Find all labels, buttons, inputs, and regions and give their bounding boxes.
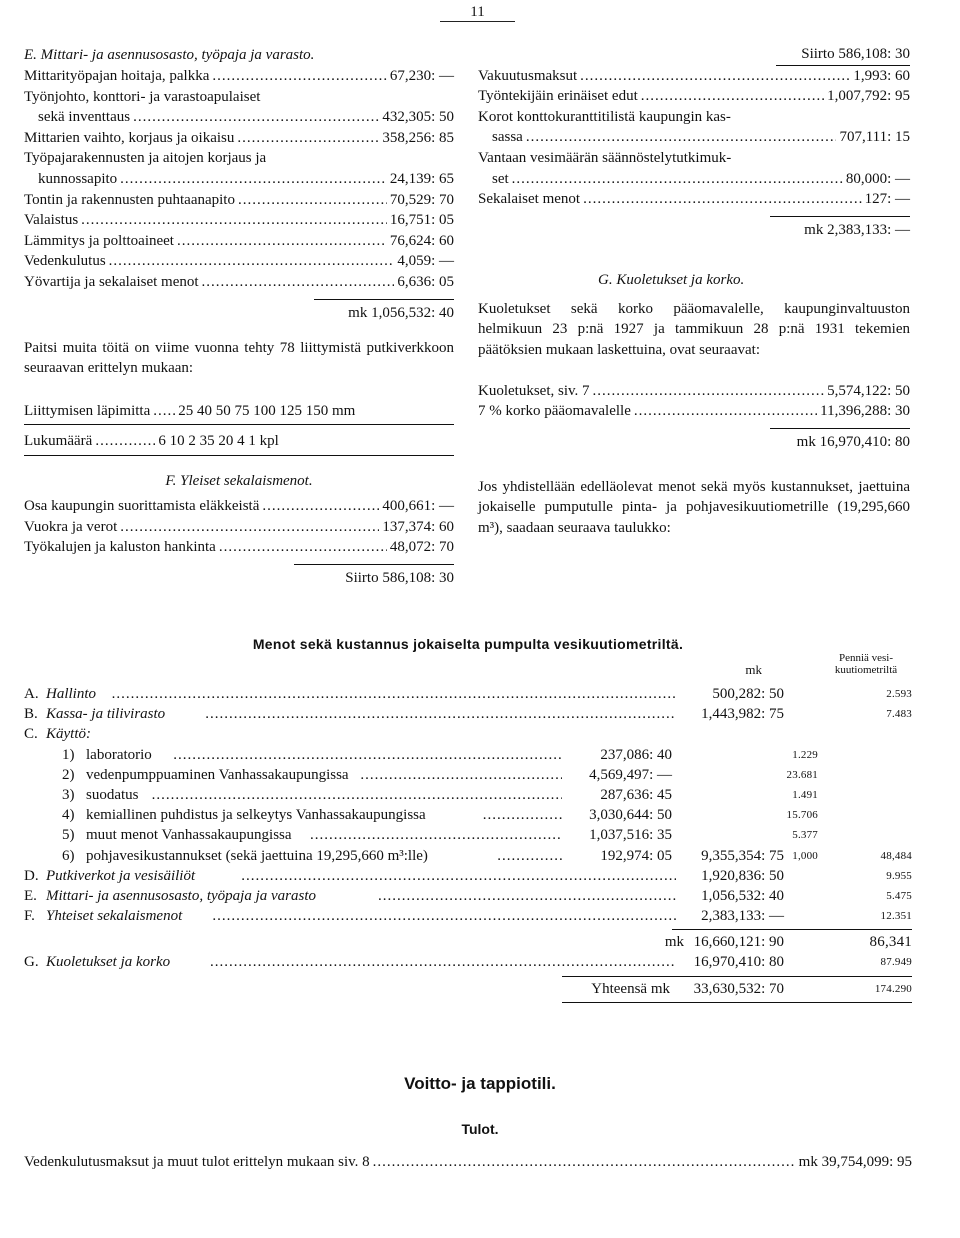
- section-e-items: [24, 66, 454, 293]
- income-line-label: Vedenkulutusmaksut ja muut tulot erittelyn mukaan siv. 8: [24, 1154, 370, 1170]
- left-siirto-value: Siirto 586,108: 30: [294, 564, 454, 589]
- f-item-2: [24, 537, 454, 558]
- g-item-0-value: 5,574,122: 50: [827, 382, 910, 399]
- total-value: 33,630,532: 70: [693, 980, 784, 997]
- page-number-rule: [440, 21, 515, 22]
- e-item-10: [24, 272, 454, 293]
- e-item-0-value: 67,230: —: [389, 68, 454, 84]
- table-row: [24, 906, 912, 926]
- f-item-1-value: 137,374: 60: [382, 518, 454, 535]
- row-c2-pennia: 23.681: [786, 768, 818, 781]
- row-f-amount: 2,383,133: —: [701, 908, 784, 925]
- row-b-text: Kassa- ja tilivirasto: [46, 706, 166, 723]
- table-row: [24, 765, 912, 785]
- row-c6-amount: 192,974: 05: [600, 847, 672, 864]
- row-d-letter: D.: [24, 867, 39, 884]
- r-item-3: [478, 127, 910, 148]
- row-d-amount: 1,920,836: 50: [701, 867, 784, 884]
- r-item-4-label: Vantaan vesimäärän säännöstelytutkimuk-: [478, 149, 732, 166]
- row-c5-pennia: 5.377: [792, 829, 818, 842]
- right-column: [478, 44, 910, 539]
- row-c6-text: pohjavesikustannukset (sekä jaettuina 19,295,660 m³:lle): [86, 847, 428, 864]
- total-row: [24, 979, 912, 999]
- conn-diameter-values: 25 40 50 75 100 125 150 mm: [178, 402, 356, 419]
- e-item-10-value: 6,636: 05: [397, 273, 454, 290]
- section-f-heading: F. Yleiset sekalaismenot.: [165, 472, 313, 489]
- income-line: [24, 1152, 912, 1173]
- row-a-text: Hallinto: [46, 686, 97, 702]
- r-item-6: [478, 189, 910, 210]
- r-item-4: [478, 148, 910, 169]
- e-item-6-value: 70,529: 70: [389, 191, 454, 208]
- income-subtitle: Tulot.: [461, 1121, 499, 1137]
- conn-count-label: Lukumäärä: [24, 433, 93, 450]
- right-items: [478, 66, 910, 210]
- row-c5-text: muut menot Vanhassakaupungissa: [86, 827, 292, 844]
- g-item-1-label: 7 % korko pääomavalelle: [478, 403, 631, 420]
- e-item-6: [24, 190, 454, 211]
- row-c2-num: 2): [62, 766, 75, 783]
- row-a-pennia: 2.593: [886, 688, 912, 700]
- col-mk-header: mk: [745, 662, 762, 677]
- e-item-4-label: Työpajarakennusten ja aitojen korjaus ja: [24, 150, 267, 167]
- right-total-value: mk 2,383,133: —: [770, 216, 910, 241]
- f-item-0: [24, 496, 454, 517]
- row-c4-text: kemiallinen puhdistus ja selkeytys Vanhassakaupungissa: [86, 807, 426, 824]
- table-row: [24, 785, 912, 805]
- f-item-0-label: Osa kaupungin suorittamista eläkkeistä: [24, 497, 260, 514]
- r-item-2-label: Korot konttokuranttitilistä kaupungin kas-: [478, 108, 731, 125]
- table-row: [24, 866, 912, 886]
- g-item-1: [478, 401, 910, 422]
- e-item-4: [24, 148, 454, 169]
- r-item-2: [478, 107, 910, 128]
- section-g-total-value: mk 16,970,410: 80: [770, 428, 910, 453]
- e-item-3-label: Mittarien vaihto, korjaus ja oikaisu: [24, 129, 235, 146]
- row-c3-pennia: 1.491: [792, 788, 818, 801]
- r-item-6-value: 127: —: [864, 191, 910, 208]
- section-f-items: [24, 496, 454, 558]
- row-a-letter: A.: [24, 686, 39, 702]
- section-g-heading: G. Kuoletukset ja korko.: [598, 271, 745, 288]
- connections-paragraph: Paitsi muita töitä on viime vuonna tehty 78 liittymistä putkiverkkoon seuraavan erittelyn mukaan:: [24, 339, 454, 377]
- connections-table: [24, 401, 454, 456]
- table-row: [24, 886, 912, 906]
- row-c1-text: laboratorio: [86, 746, 152, 763]
- section-g-paragraph: Kuoletukset sekä korko pääomavalelle, kaupunginvaltuuston helmikuun 23 p:nä 1927 ja tammikuun 28 p:nä 1931 tekemien päätöksien mukaan laskettuina, ovat seuraavat:: [478, 300, 910, 358]
- r-item-0-label: Vakuutusmaksut: [478, 67, 578, 84]
- row-c2-text: vedenpumppuaminen Vanhassakaupungissa: [86, 766, 349, 783]
- g-row-value: 16,970,410: 80: [693, 954, 784, 971]
- profit-loss-title: Voitto- ja tappiotili.: [404, 1074, 556, 1093]
- row-c4-num: 4): [62, 807, 75, 824]
- e-item-3-value: 358,256: 85: [382, 129, 454, 146]
- row-b-amount: 1,443,982: 75: [701, 706, 784, 723]
- g-row-pennia: 87.949: [880, 956, 912, 969]
- g-row: [24, 952, 912, 972]
- row-b-letter: B.: [24, 706, 38, 723]
- e-item-7-label: Valaistus: [24, 212, 79, 229]
- row-c3-amount: 287,636: 45: [600, 786, 672, 803]
- table-row: [24, 724, 912, 744]
- table-row: [24, 846, 912, 866]
- cost-table: [24, 636, 912, 999]
- row-c3-num: 3): [62, 786, 75, 803]
- subtotal-row: [24, 932, 912, 952]
- e-item-1: [24, 87, 454, 108]
- conn-diameter-label: Liittymisen läpimitta: [24, 402, 151, 419]
- row-d-text: Putkiverkot ja vesisäiliöt: [46, 867, 196, 884]
- section-g-items: [478, 381, 910, 422]
- row-e-text: Mittari- ja asennusosasto, työpaja ja varasto: [46, 887, 316, 904]
- r-item-5-value: 80,000: —: [845, 170, 910, 187]
- row-c5-num: 5): [62, 827, 75, 844]
- f-item-2-label: Työkalujen ja kaluston hankinta: [24, 539, 216, 556]
- row-b-pennia: 7.483: [886, 708, 912, 721]
- r-item-5-label: set: [492, 170, 509, 187]
- f-item-1-label: Vuokra ja verot: [24, 518, 118, 535]
- row-c6-num: 6): [62, 847, 75, 864]
- row-c4-pennia: 15.706: [786, 809, 818, 822]
- e-item-8: [24, 231, 454, 252]
- table-row: [24, 805, 912, 825]
- r-item-6-label: Sekalaiset menot: [478, 191, 581, 208]
- g-item-1-value: 11,396,288: 30: [820, 403, 910, 420]
- e-item-9-value: 4,059: —: [397, 253, 454, 270]
- r-item-1-value: 1,007,792: 95: [827, 88, 910, 105]
- f-item-0-value: 400,661: —: [382, 497, 454, 514]
- subtotal-value: 16,660,121: 90: [693, 934, 784, 951]
- conn-count-values: 6 10 2 35 20 4 1 kpl: [158, 433, 279, 450]
- e-item-2-label: sekä inventtaus: [38, 109, 131, 126]
- e-item-9: [24, 251, 454, 272]
- table-intro-paragraph: Jos yhdistellään edelläolevat menot sekä myös kustannukset, jaettuina jokaiselle pumputulle pinta- ja pohjavesikuutiometrille (19,295,660 m³), saadaan seuraava taulukko:: [478, 478, 910, 536]
- row-a-amount: 500,282: 50: [712, 686, 784, 702]
- left-siirto: [24, 564, 454, 589]
- e-item-5-value: 24,139: 65: [389, 170, 454, 187]
- table-row: [24, 684, 912, 704]
- e-item-10-label: Yövartija ja sekalaiset menot: [24, 273, 199, 290]
- r-item-0-value: 1,993: 60: [853, 67, 910, 84]
- row-c6-pennia: 1,000: [792, 849, 818, 862]
- e-item-6-label: Tontin ja rakennusten puhtaanapito: [24, 191, 235, 208]
- e-item-9-label: Vedenkulutus: [24, 253, 106, 270]
- right-total: [478, 216, 910, 241]
- cost-table-rows: [24, 684, 912, 999]
- r-item-0: [478, 66, 910, 87]
- e-item-1-label: Työnjohto, konttori- ja varastoapulaiset: [24, 88, 261, 105]
- income-line-value: mk 39,754,099: 95: [798, 1154, 912, 1170]
- e-item-0-label: Mittarityöpajan hoitaja, palkka: [24, 68, 210, 84]
- section-e-heading: E. Mittari- ja asennusosasto, työpaja ja varasto.: [24, 47, 315, 63]
- g-item-0-label: Kuoletukset, siv. 7: [478, 382, 590, 399]
- e-item-2-value: 432,305: 50: [382, 109, 454, 126]
- section-g-total: [478, 428, 910, 453]
- r-item-1-label: Työntekijäin erinäiset edut: [478, 88, 638, 105]
- row-c-letter: C.: [24, 726, 38, 743]
- g-row-text: Kuoletukset ja korko: [46, 954, 171, 971]
- section-e-total: [24, 299, 454, 324]
- e-item-8-label: Lämmitys ja polttoaineet: [24, 232, 174, 249]
- r-item-3-value: 707,111: 15: [839, 129, 910, 146]
- r-item-5: [478, 169, 910, 190]
- row-c3-text: suodatus: [86, 786, 139, 803]
- g-row-letter: G.: [24, 954, 39, 971]
- row-c2-amount: 4,569,497: —: [589, 766, 672, 783]
- row-c5-amount: 1,037,516: 35: [589, 827, 672, 844]
- left-column: [24, 44, 454, 589]
- col-pennia-header: Penniä vesi-kuutiometriltä: [834, 652, 898, 676]
- e-item-5-label: kunnossapito: [38, 170, 118, 187]
- table-row: [24, 704, 912, 724]
- r-item-3-label: sassa: [492, 129, 523, 146]
- e-item-7-value: 16,751: 05: [389, 212, 454, 229]
- f-item-2-value: 48,072: 70: [389, 539, 454, 556]
- e-item-0: [24, 66, 454, 87]
- row-c1-amount: 237,086: 40: [600, 746, 672, 763]
- table-row: [24, 745, 912, 765]
- row-f-letter: F.: [24, 908, 35, 925]
- e-item-5: [24, 169, 454, 190]
- e-item-3: [24, 128, 454, 149]
- e-item-2: [24, 107, 454, 128]
- row-c6-subtotal: 9,355,354: 75: [701, 847, 784, 864]
- cost-table-title: Menot sekä kustannus jokaiselta pumpulta vesikuutiometriltä.: [252, 636, 684, 652]
- r-item-1: [478, 86, 910, 107]
- table-row: [24, 825, 912, 845]
- row-d-pennia: 9.955: [886, 869, 912, 882]
- row-c1-pennia: 1.229: [792, 748, 818, 761]
- row-c1-num: 1): [62, 746, 75, 763]
- total-pennia: 174.290: [874, 982, 912, 995]
- subtotal-mk: mk: [664, 934, 684, 951]
- row-c6-pennia-total: 48,484: [880, 849, 912, 862]
- total-label: Yhteensä mk: [591, 980, 670, 997]
- e-item-8-value: 76,624: 60: [389, 232, 454, 249]
- f-item-1: [24, 517, 454, 538]
- right-siirto: Siirto 586,108: 30: [801, 46, 910, 62]
- row-e-letter: E.: [24, 887, 37, 904]
- row-e-pennia: 5.475: [886, 889, 912, 902]
- g-item-0: [478, 381, 910, 402]
- row-f-pennia: 12.351: [880, 910, 912, 923]
- row-c-text: Käyttö:: [46, 726, 91, 743]
- row-e-amount: 1,056,532: 40: [701, 887, 784, 904]
- row-c4-amount: 3,030,644: 50: [589, 807, 672, 824]
- page-number: 11: [470, 4, 485, 20]
- row-f-text: Yhteiset sekalaismenot: [46, 908, 183, 925]
- e-item-7: [24, 210, 454, 231]
- subtotal-pennia: 86,341: [869, 934, 912, 951]
- section-e-total-value: mk 1,056,532: 40: [314, 299, 454, 324]
